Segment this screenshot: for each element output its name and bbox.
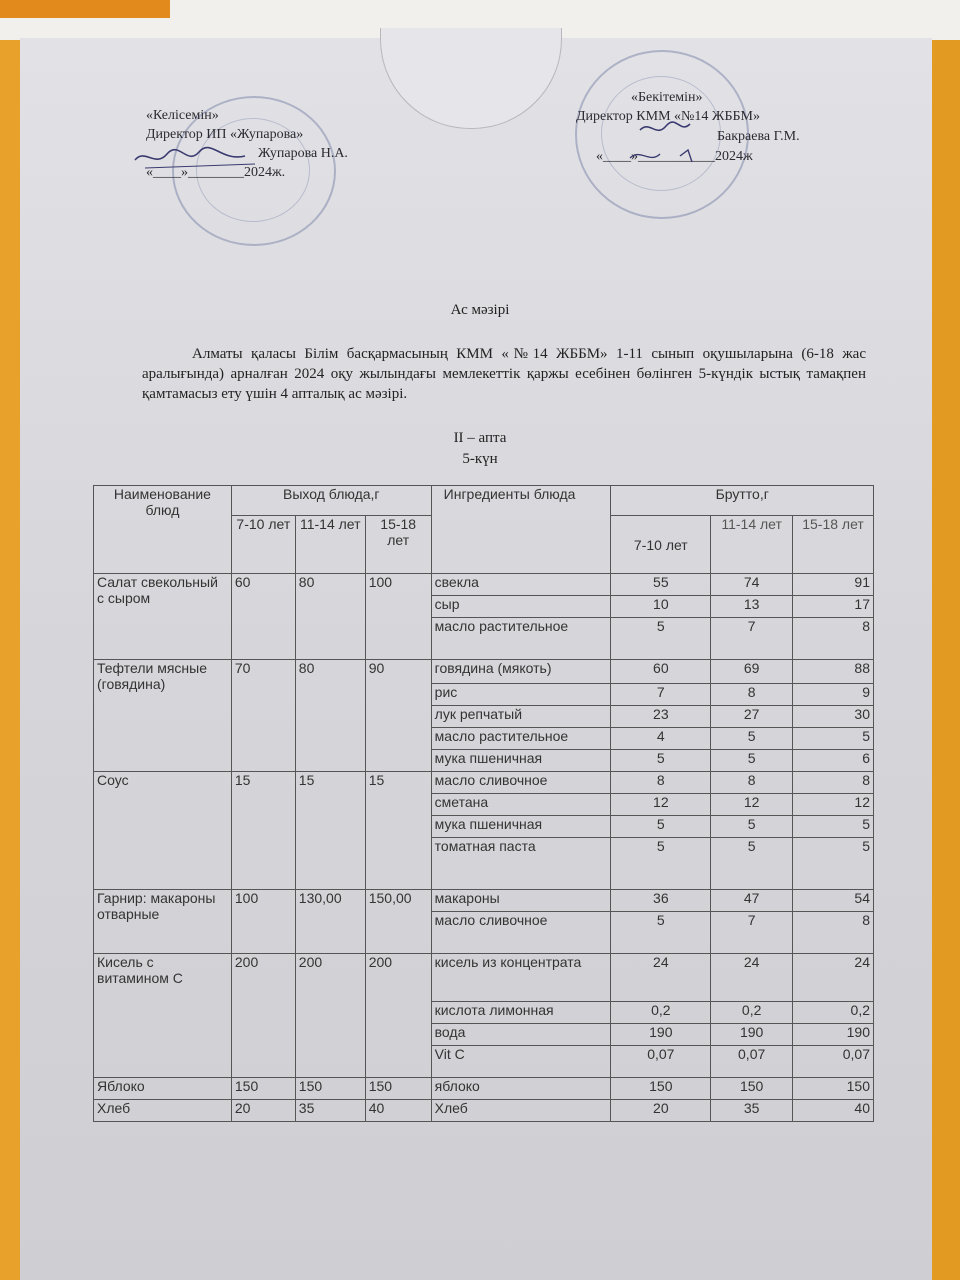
brutto-age-3: 8 xyxy=(793,912,874,954)
dish-name: Салат свекольный с сыром xyxy=(94,574,232,660)
document-paragraph: Алматы қаласы Білім басқармасының КММ «№14 ЖББМ» 1-11 сынып оқушыларына (6-18 жас аралығында) арналған 2024 оқу жылындағы мемлекеттік қаржы есебінен бөлінген 5-күндік ыстық тамақпен қамтамасыз ету үшін 4 апталық ас мәзірі. xyxy=(142,346,866,402)
dish-output-age-2: 15 xyxy=(295,772,365,890)
ingredient-name: лук репчатый xyxy=(431,706,611,728)
brutto-age-2: 7 xyxy=(711,912,793,954)
right-signature xyxy=(610,112,730,172)
dish-output-age-3: 15 xyxy=(365,772,431,890)
right-approval-name: Бакраева Г.М. xyxy=(717,129,800,144)
brutto-age-1: 12 xyxy=(611,794,711,816)
day-label: 5-күн xyxy=(462,451,498,467)
ingredient-name: масло сливочное xyxy=(431,912,611,954)
header-dish: Наименование блюд xyxy=(94,486,232,574)
table-row xyxy=(94,660,874,684)
menu-table-header xyxy=(94,486,874,574)
brutto-age-3: 88 xyxy=(793,660,874,684)
brutto-age-3: 9 xyxy=(793,684,874,706)
brutto-age-2: 27 xyxy=(711,706,793,728)
brutto-age-3: 150 xyxy=(793,1078,874,1100)
ingredient-name: макароны xyxy=(431,890,611,912)
ingredient-name: сыр xyxy=(431,596,611,618)
dish-output-age-2: 150 xyxy=(295,1078,365,1100)
brutto-age-3: 40 xyxy=(793,1100,874,1122)
right-approval-label: «Бекітемін» xyxy=(631,90,703,105)
orange-strip xyxy=(0,0,170,18)
dish-output-age-2: 200 xyxy=(295,954,365,1078)
ingredient-name: говядина (мякоть) xyxy=(431,660,611,684)
ingredient-name: мука пшеничная xyxy=(431,750,611,772)
brutto-age-1: 5 xyxy=(611,838,711,890)
ingredient-name: масло сливочное xyxy=(431,772,611,794)
header-brutto-age-1: 7-10 лет xyxy=(611,516,711,574)
dish-output-age-1: 20 xyxy=(231,1100,295,1122)
brutto-age-2: 150 xyxy=(711,1078,793,1100)
dish-name: Кисель с витамином С xyxy=(94,954,232,1078)
background-left xyxy=(0,40,22,1280)
ingredient-name: рис xyxy=(431,684,611,706)
dish-output-age-3: 100 xyxy=(365,574,431,660)
header-output-age-2: 11-14 лет xyxy=(295,516,365,574)
dish-output-age-3: 40 xyxy=(365,1100,431,1122)
header-output-age-1: 7-10 лет xyxy=(231,516,295,574)
brutto-age-3: 24 xyxy=(793,954,874,1002)
brutto-age-3: 190 xyxy=(793,1024,874,1046)
brutto-age-3: 17 xyxy=(793,596,874,618)
brutto-age-2: 5 xyxy=(711,838,793,890)
brutto-age-1: 5 xyxy=(611,618,711,660)
ingredient-name: кислота лимонная xyxy=(431,1002,611,1024)
left-approval-name: Жупарова Н.А. xyxy=(258,146,348,161)
brutto-age-1: 190 xyxy=(611,1024,711,1046)
header-ingredients: Ингредиенты блюда xyxy=(431,486,611,574)
header-brutto-age-3: 15-18 лет xyxy=(793,516,874,574)
brutto-age-1: 60 xyxy=(611,660,711,684)
left-approval-label: «Келісемін» xyxy=(146,108,219,123)
menu-table-body xyxy=(94,574,874,1122)
brutto-age-1: 10 xyxy=(611,596,711,618)
brutto-age-2: 7 xyxy=(711,618,793,660)
ingredient-name: кисель из концентрата xyxy=(431,954,611,1002)
brutto-age-1: 8 xyxy=(611,772,711,794)
brutto-age-1: 4 xyxy=(611,728,711,750)
table-row xyxy=(94,890,874,912)
brutto-age-3: 5 xyxy=(793,728,874,750)
brutto-age-2: 5 xyxy=(711,728,793,750)
brutto-age-2: 8 xyxy=(711,684,793,706)
table-row xyxy=(94,574,874,596)
header-output-age-3: 15-18 лет xyxy=(365,516,431,574)
ingredient-name: вода xyxy=(431,1024,611,1046)
ingredient-name: свекла xyxy=(431,574,611,596)
brutto-age-1: 150 xyxy=(611,1078,711,1100)
week-label: II – апта xyxy=(453,430,507,446)
brutto-age-1: 24 xyxy=(611,954,711,1002)
right-approval-position: Директор КММ «№14 ЖББМ» xyxy=(576,109,760,124)
brutto-age-1: 36 xyxy=(611,890,711,912)
brutto-age-3: 54 xyxy=(793,890,874,912)
dish-output-age-2: 80 xyxy=(295,660,365,772)
brutto-age-1: 5 xyxy=(611,750,711,772)
left-signature xyxy=(125,138,265,178)
brutto-age-2: 24 xyxy=(711,954,793,1002)
ingredient-name: масло растительное xyxy=(431,728,611,750)
dish-output-age-2: 130,00 xyxy=(295,890,365,954)
brutto-age-1: 20 xyxy=(611,1100,711,1122)
brutto-age-2: 190 xyxy=(711,1024,793,1046)
dish-output-age-3: 150 xyxy=(365,1078,431,1100)
dish-output-age-1: 15 xyxy=(231,772,295,890)
right-approval-date: «____»___________2024ж xyxy=(596,149,753,164)
brutto-age-2: 5 xyxy=(711,750,793,772)
document-title: Ас мәзірі xyxy=(450,302,510,318)
dish-name: Соус xyxy=(94,772,232,890)
brutto-age-3: 30 xyxy=(793,706,874,728)
left-approval-position: Директор ИП «Жупарова» xyxy=(146,127,304,142)
brutto-age-3: 6 xyxy=(793,750,874,772)
dish-name: Тефтели мясные (говядина) xyxy=(94,660,232,772)
dish-output-age-3: 150,00 xyxy=(365,890,431,954)
brutto-age-2: 13 xyxy=(711,596,793,618)
dish-output-age-2: 80 xyxy=(295,574,365,660)
dish-output-age-3: 90 xyxy=(365,660,431,772)
dish-output-age-1: 70 xyxy=(231,660,295,772)
brutto-age-3: 5 xyxy=(793,838,874,890)
brutto-age-1: 0,2 xyxy=(611,1002,711,1024)
dish-output-age-1: 150 xyxy=(231,1078,295,1100)
dish-output-age-3: 200 xyxy=(365,954,431,1078)
brutto-age-2: 74 xyxy=(711,574,793,596)
brutto-age-3: 8 xyxy=(793,772,874,794)
brutto-age-2: 35 xyxy=(711,1100,793,1122)
dish-name: Гарнир: макароны отварные xyxy=(94,890,232,954)
brutto-age-3: 91 xyxy=(793,574,874,596)
ingredient-name: сметана xyxy=(431,794,611,816)
dish-output-age-1: 100 xyxy=(231,890,295,954)
header-brutto: Брутто,г xyxy=(611,486,874,516)
brutto-age-2: 5 xyxy=(711,816,793,838)
dish-name: Яблоко xyxy=(94,1078,232,1100)
brutto-age-3: 0,07 xyxy=(793,1046,874,1078)
dish-output-age-2: 35 xyxy=(295,1100,365,1122)
header-output: Выход блюда,г xyxy=(231,486,431,516)
brutto-age-3: 12 xyxy=(793,794,874,816)
brutto-age-2: 69 xyxy=(711,660,793,684)
brutto-age-2: 0,2 xyxy=(711,1002,793,1024)
brutto-age-2: 8 xyxy=(711,772,793,794)
brutto-age-1: 23 xyxy=(611,706,711,728)
brutto-age-3: 5 xyxy=(793,816,874,838)
brutto-age-2: 12 xyxy=(711,794,793,816)
brutto-age-1: 5 xyxy=(611,816,711,838)
ingredient-name: Хлеб xyxy=(431,1100,611,1122)
dish-name: Хлеб xyxy=(94,1100,232,1122)
dish-output-age-1: 60 xyxy=(231,574,295,660)
brutto-age-3: 0,2 xyxy=(793,1002,874,1024)
table-row xyxy=(94,954,874,1002)
ingredient-name: Vit C xyxy=(431,1046,611,1078)
ingredient-name: томатная паста xyxy=(431,838,611,890)
ingredient-name: масло растительное xyxy=(431,618,611,660)
ingredient-name: мука пшеничная xyxy=(431,816,611,838)
menu-table xyxy=(93,485,874,1122)
table-row xyxy=(94,772,874,794)
ingredient-name: яблоко xyxy=(431,1078,611,1100)
table-row xyxy=(94,1078,874,1100)
brutto-age-1: 55 xyxy=(611,574,711,596)
brutto-age-3: 8 xyxy=(793,618,874,660)
brutto-age-1: 0,07 xyxy=(611,1046,711,1078)
brutto-age-1: 5 xyxy=(611,912,711,954)
left-approval-date: «____»________2024ж. xyxy=(146,165,286,180)
header-brutto-age-2: 11-14 лет xyxy=(711,516,793,574)
brutto-age-1: 7 xyxy=(611,684,711,706)
brutto-age-2: 0,07 xyxy=(711,1046,793,1078)
dish-output-age-1: 200 xyxy=(231,954,295,1078)
brutto-age-2: 47 xyxy=(711,890,793,912)
table-row xyxy=(94,1100,874,1122)
